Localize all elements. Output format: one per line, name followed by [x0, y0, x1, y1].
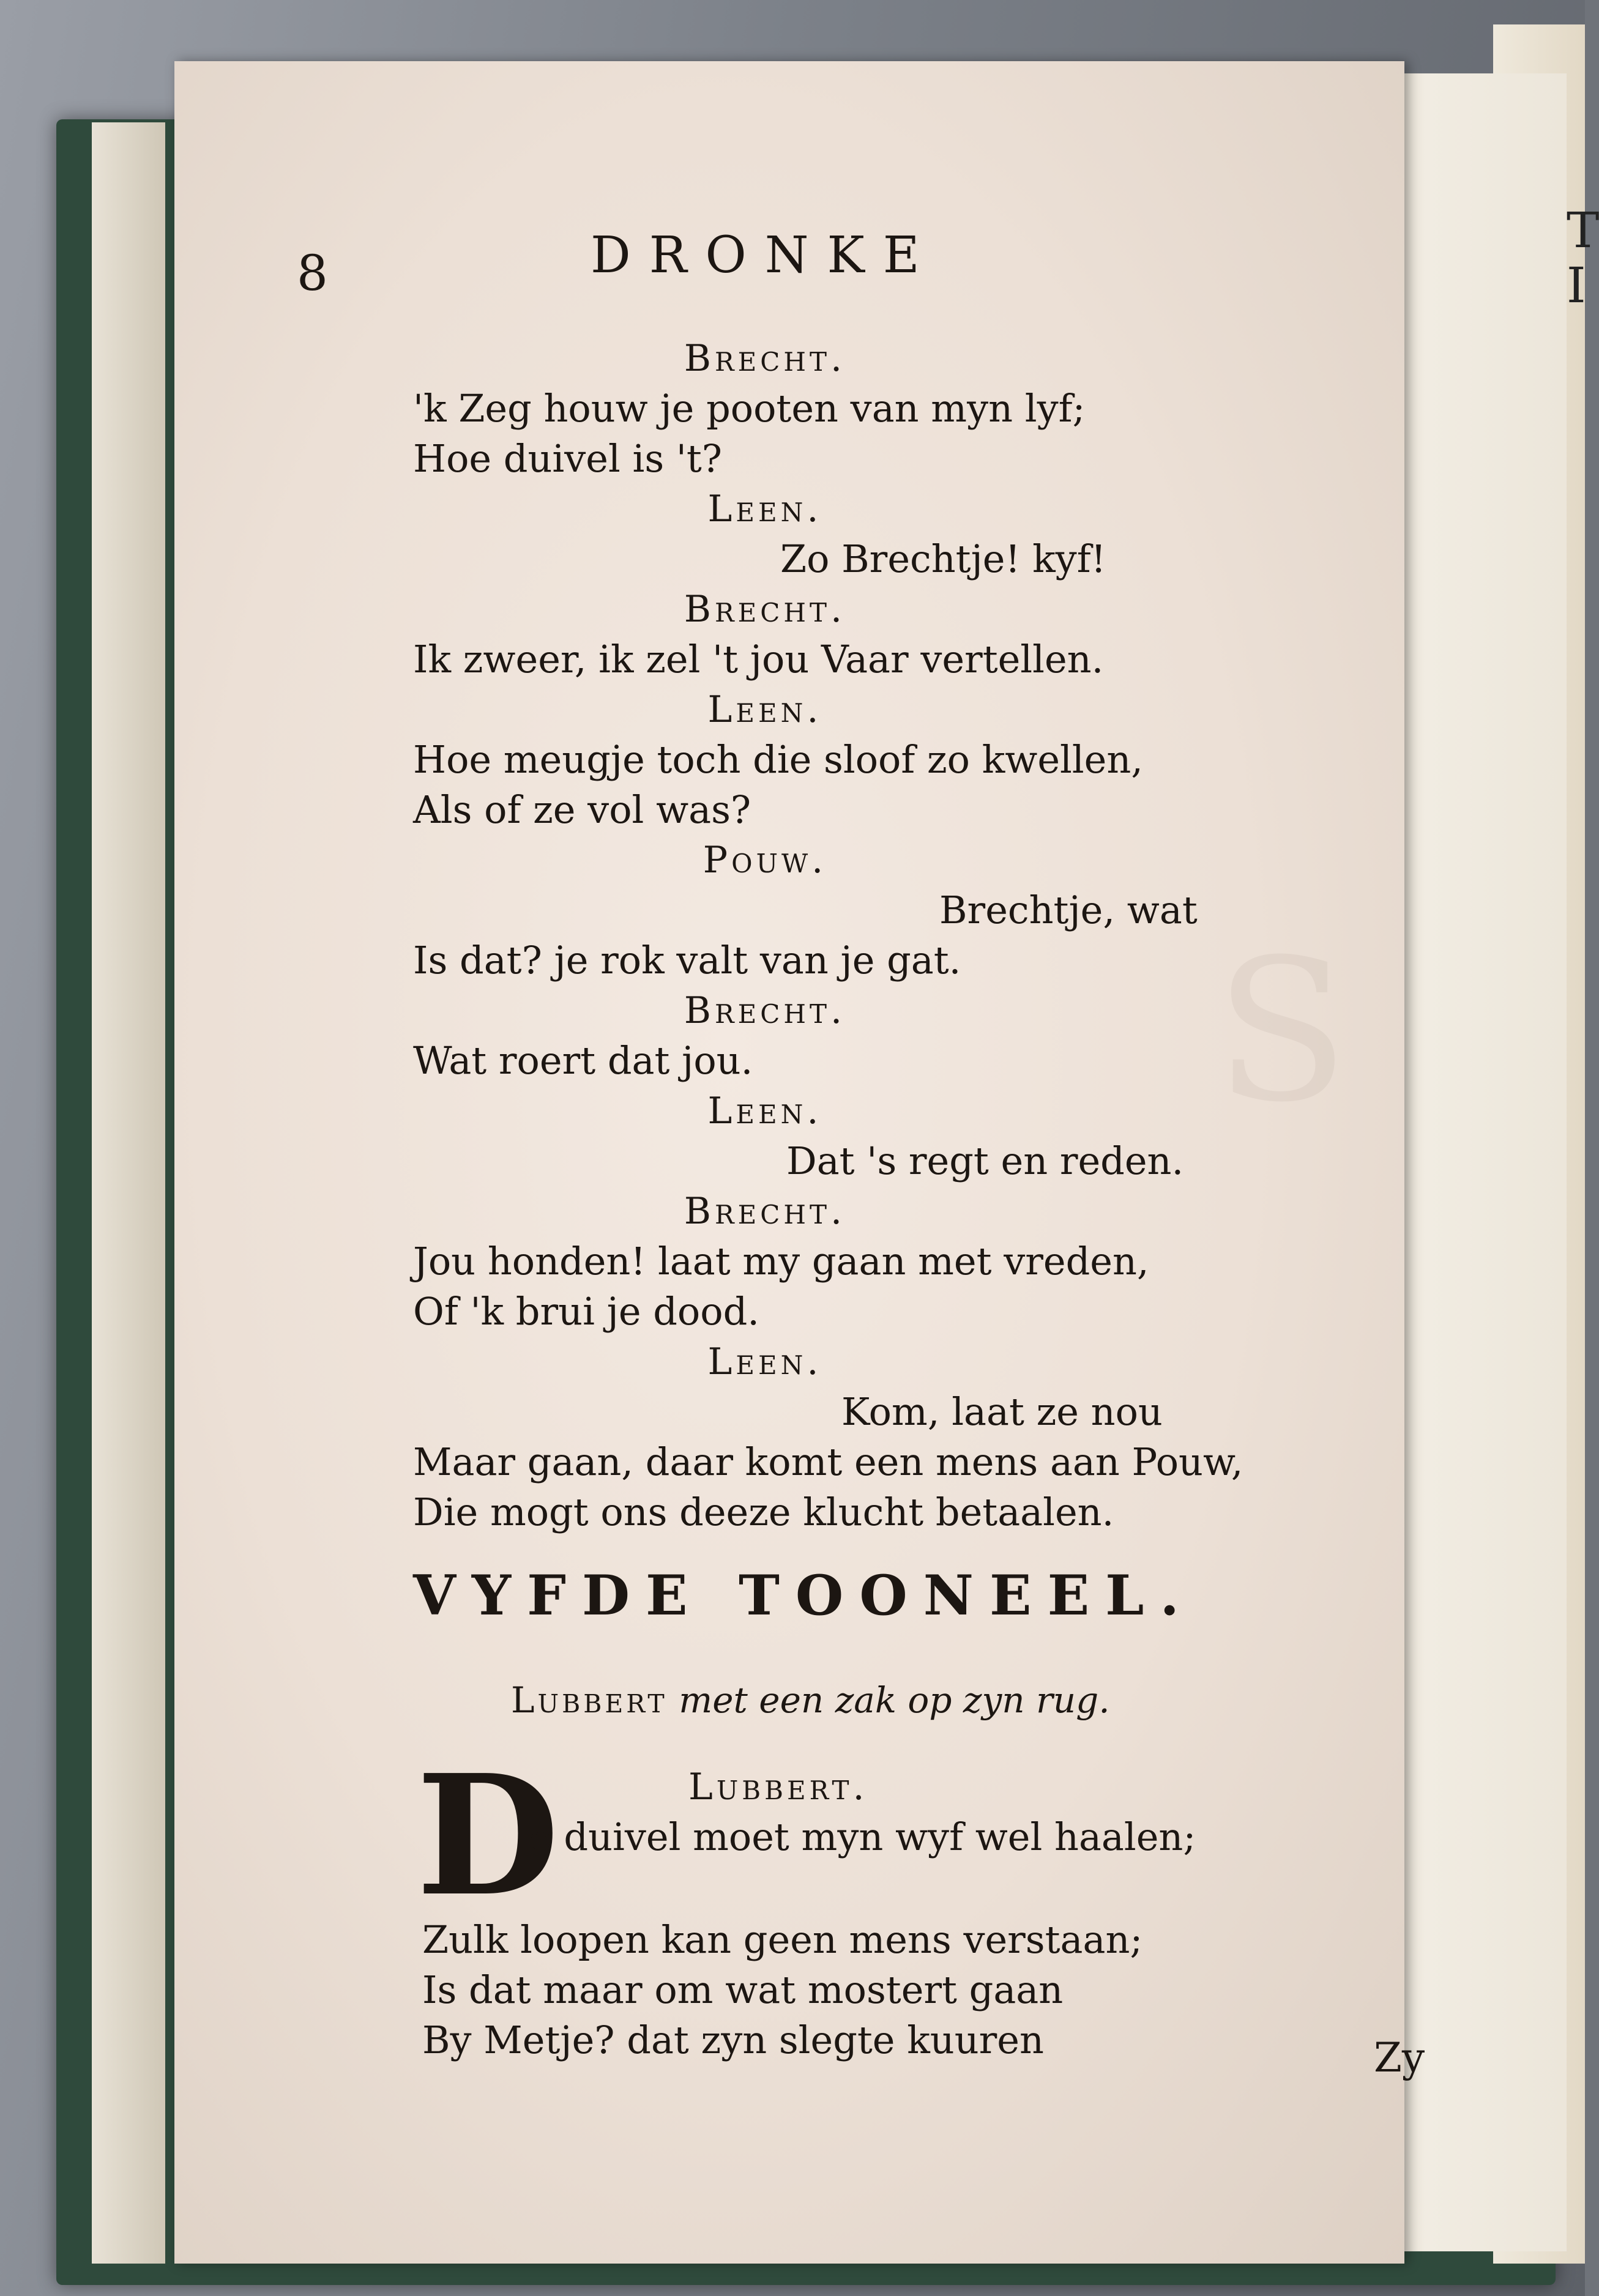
dialogue-block-3: [422, 1915, 1142, 2065]
facing-page-fragment: T: [1567, 202, 1599, 259]
speaker-name: Pouw.: [703, 839, 827, 882]
stage-direction: [511, 1679, 1110, 1721]
facing-page-fragment: I: [1567, 257, 1586, 314]
speaker-name: Leen.: [707, 688, 822, 731]
verse-line: Als of ze vol was?: [413, 787, 751, 832]
verse-line: Zo Brechtje! kyf!: [780, 537, 1106, 581]
verse-line: Dat 's regt en reden.: [786, 1139, 1184, 1183]
verse-line: Wat roert dat jou.: [413, 1038, 753, 1083]
catchword: Zy: [1374, 2034, 1425, 2081]
speaker-name: Brecht.: [684, 337, 846, 380]
verse-line: Kom, laat ze nou: [841, 1389, 1163, 1434]
verse-line: Die mogt ons deeze klucht betaalen.: [413, 1490, 1114, 1534]
speaker-name: Brecht.: [684, 588, 846, 631]
speaker-name: Brecht.: [684, 989, 846, 1032]
speaker-name: Leen.: [707, 488, 822, 530]
verse-line: By Metje? dat zyn slegte kuuren: [422, 2018, 1044, 2062]
verse-line: Is dat? je rok valt van je gat.: [413, 938, 961, 983]
speaker-name: Brecht.: [684, 1190, 846, 1233]
dialogue-block: [413, 333, 1417, 1537]
verse-line: e duivel moet myn wyf wel haalen;: [529, 1815, 1196, 1859]
verse-line: Hoe duivel is 't?: [413, 436, 723, 481]
drop-cap: D: [416, 1738, 560, 1933]
stage-direction-text: met een zak op zyn rug.: [679, 1679, 1110, 1721]
page-number: 8: [297, 245, 328, 302]
dialogue-block-2: [529, 1762, 1196, 1862]
verse-line: Zulk loopen kan geen mens verstaan;: [422, 1917, 1143, 1962]
running-head: DRONKE: [591, 226, 938, 284]
speaker-name: Leen.: [707, 1090, 822, 1132]
verse-line: Is dat maar om wat mostert gaan: [422, 1967, 1064, 2012]
verse-line: Brechtje, wat: [939, 888, 1198, 932]
speaker-name: Lubbert.: [688, 1766, 868, 1808]
verse-line: Jou honden! laat my gaan met vreden,: [413, 1239, 1149, 1284]
scene-heading: VYFDE TOONEEL.: [413, 1563, 1195, 1628]
verse-line: Maar gaan, daar komt een mens aan Pouw,: [413, 1440, 1243, 1484]
stage-direction-name: Lubbert: [511, 1679, 668, 1721]
verse-line: 'k Zeg houw je pooten van myn lyf;: [413, 386, 1086, 431]
show-through-ink: S: [1215, 918, 1349, 1145]
book-page: [174, 61, 1425, 2264]
page-stack-edge: [92, 122, 165, 2264]
speaker-name: Leen.: [707, 1340, 822, 1383]
verse-line: Of 'k brui je dood.: [413, 1289, 759, 1334]
verse-line: Hoe meugje toch die sloof zo kwellen,: [413, 737, 1144, 782]
verse-line: Ik zweer, ik zel 't jou Vaar vertellen.: [413, 637, 1104, 682]
